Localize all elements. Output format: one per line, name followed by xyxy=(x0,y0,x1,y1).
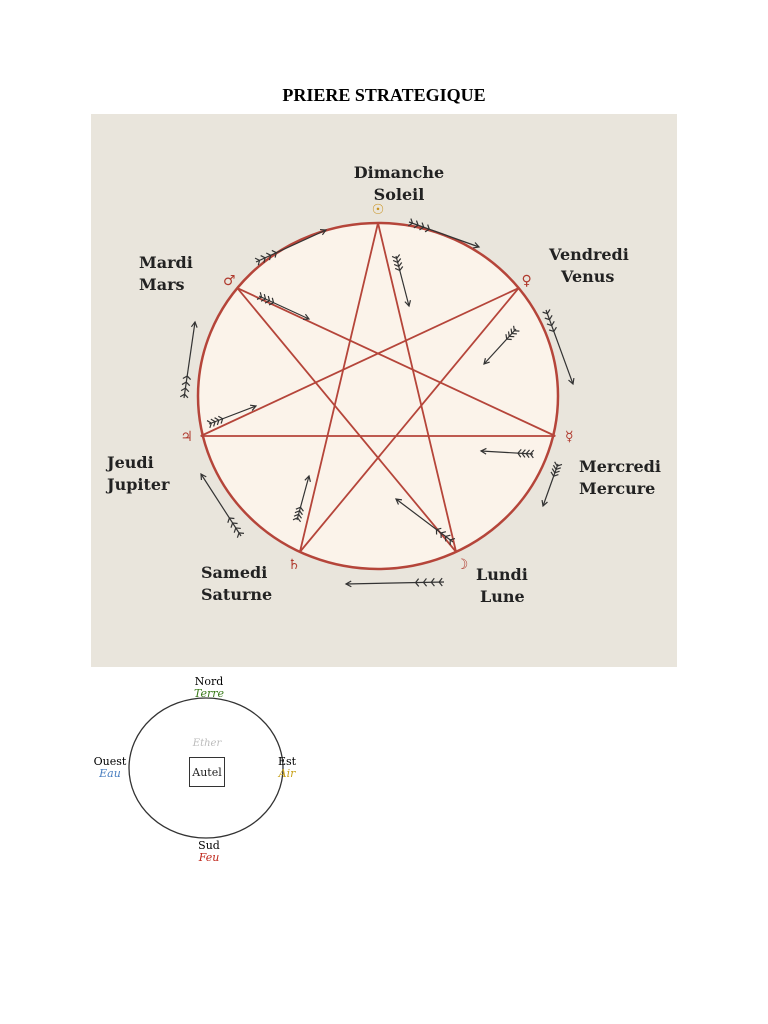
arrow-icon xyxy=(346,578,444,587)
compass-south: Sud Feu xyxy=(198,839,220,864)
planet-circle xyxy=(198,223,558,569)
page-title: PRIERE STRATEGIQUE xyxy=(282,85,486,105)
day-label-thursday: Jeudi Jupiter xyxy=(107,453,170,494)
compass-center-element: Ether xyxy=(192,738,222,749)
arrow-icon xyxy=(180,322,197,398)
mercury-symbol-icon: ☿ xyxy=(565,429,574,445)
mars-symbol-icon: ♂ xyxy=(223,273,236,290)
arrow-icon xyxy=(542,462,562,506)
venus-symbol-icon: ♀ xyxy=(521,273,532,290)
compass-east: Est Air xyxy=(277,755,297,780)
compass-west: Ouest Eau xyxy=(93,755,127,780)
heptagram-figure xyxy=(91,114,677,667)
day-label-friday: Vendredi Venus xyxy=(549,245,629,286)
compass-figure xyxy=(91,668,311,868)
day-label-saturday: Samedi Saturne xyxy=(201,563,273,604)
saturn-symbol-icon: ♄ xyxy=(287,556,301,573)
day-label-tuesday: Mardi Mars xyxy=(139,253,193,294)
compass-north: Nord Terre xyxy=(193,675,225,700)
moon-symbol-icon: ☽ xyxy=(455,556,469,573)
altar-box: Autel xyxy=(189,757,225,787)
jupiter-symbol-icon: ♃ xyxy=(180,429,193,445)
day-label-wednesday: Mercredi Mercure xyxy=(579,457,661,498)
day-label-monday: Lundi Lune xyxy=(476,565,528,606)
sun-symbol-icon: ☉ xyxy=(371,202,385,218)
day-label-sunday: Dimanche Soleil xyxy=(353,163,445,204)
